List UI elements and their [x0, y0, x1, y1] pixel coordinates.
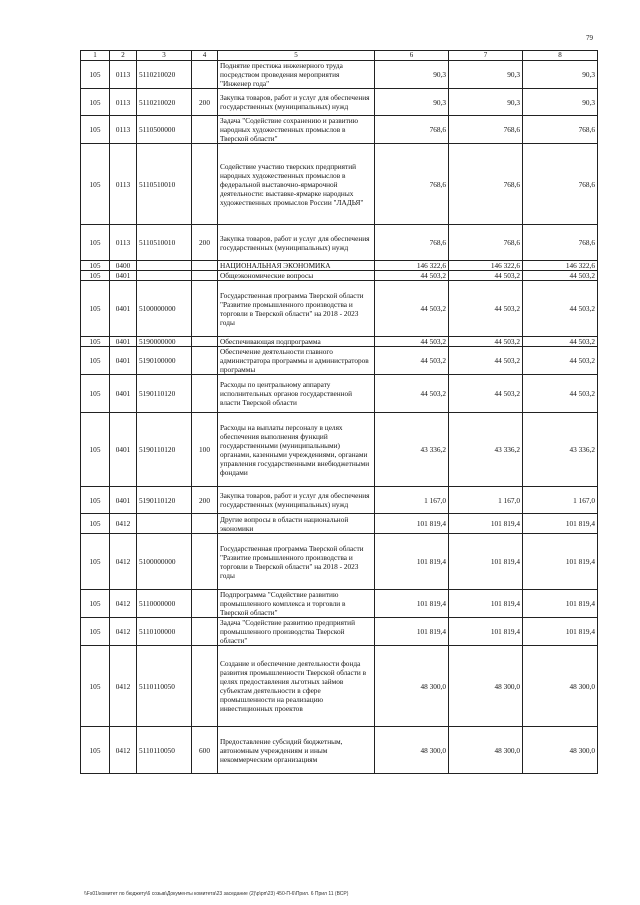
cell-c8: 101 819,4: [523, 590, 598, 618]
cell-c5: Подпрограмма "Содействие развитию промышленного комплекса и торговли в Тверской области": [218, 590, 375, 618]
cell-c5: Другие вопросы в области национальной экономики: [218, 514, 375, 534]
cell-c1: 105: [81, 281, 110, 337]
cell-c7: 146 322,6: [449, 261, 523, 271]
cell-c1: 105: [81, 347, 110, 375]
cell-c8: 44 503,2: [523, 337, 598, 347]
header-cell: 6: [375, 51, 449, 61]
cell-c7: 768,6: [449, 116, 523, 144]
table-row: [81, 514, 598, 534]
cell-c6: 768,6: [375, 225, 449, 261]
cell-c8: 768,6: [523, 116, 598, 144]
header-cell: 2: [110, 51, 137, 61]
cell-c4: [192, 590, 218, 618]
cell-c2: 0401: [110, 347, 137, 375]
cell-c2: 0401: [110, 413, 137, 487]
cell-c5: Общеэкономические вопросы: [218, 271, 375, 281]
cell-c6: 1 167,0: [375, 487, 449, 514]
cell-c2: 0400: [110, 261, 137, 271]
cell-c1: 105: [81, 727, 110, 774]
cell-c6: 48 300,0: [375, 727, 449, 774]
cell-c6: 48 300,0: [375, 646, 449, 727]
cell-c2: 0113: [110, 225, 137, 261]
cell-c6: 44 503,2: [375, 347, 449, 375]
cell-c1: 105: [81, 89, 110, 116]
table-row: [81, 375, 598, 413]
cell-c4: [192, 646, 218, 727]
cell-c3: 5110510010: [137, 144, 192, 225]
cell-c2: 0113: [110, 144, 137, 225]
cell-c2: 0412: [110, 646, 137, 727]
table-row: [81, 261, 598, 271]
cell-c8: 1 167,0: [523, 487, 598, 514]
table-row: [81, 61, 598, 89]
cell-c2: 0113: [110, 116, 137, 144]
cell-c8: 101 819,4: [523, 514, 598, 534]
cell-c2: 0401: [110, 375, 137, 413]
table-row: [81, 413, 598, 487]
cell-c4: [192, 375, 218, 413]
cell-c3: 5110500000: [137, 116, 192, 144]
cell-c8: 44 503,2: [523, 347, 598, 375]
cell-c6: 90,3: [375, 89, 449, 116]
table-row: [81, 590, 598, 618]
cell-c4: [192, 261, 218, 271]
cell-c3: 5110110050: [137, 727, 192, 774]
table-row: [81, 271, 598, 281]
cell-c3: 5190110120: [137, 487, 192, 514]
cell-c1: 105: [81, 646, 110, 727]
cell-c3: [137, 271, 192, 281]
cell-c8: 44 503,2: [523, 375, 598, 413]
cell-c2: 0412: [110, 534, 137, 590]
table-row: [81, 727, 598, 774]
cell-c5: НАЦИОНАЛЬНАЯ ЭКОНОМИКА: [218, 261, 375, 271]
table-row: [81, 144, 598, 225]
cell-c7: 768,6: [449, 144, 523, 225]
table-row: [81, 281, 598, 337]
table-row: [81, 89, 598, 116]
table-row: [81, 618, 598, 646]
cell-c6: 768,6: [375, 116, 449, 144]
cell-c1: 105: [81, 337, 110, 347]
cell-c5: Поднятие престижа инженерного труда посредством проведения мероприятия "Инженер года": [218, 61, 375, 89]
cell-c6: 101 819,4: [375, 514, 449, 534]
cell-c1: 105: [81, 534, 110, 590]
table-row: [81, 487, 598, 514]
cell-c2: 0401: [110, 337, 137, 347]
cell-c3: 5110210020: [137, 61, 192, 89]
table-row: [81, 225, 598, 261]
cell-c7: 44 503,2: [449, 281, 523, 337]
cell-c1: 105: [81, 618, 110, 646]
cell-c3: 5110000000: [137, 590, 192, 618]
cell-c4: 200: [192, 89, 218, 116]
cell-c5: Обеспечивающая подпрограмма: [218, 337, 375, 347]
cell-c7: 44 503,2: [449, 271, 523, 281]
cell-c8: 768,6: [523, 144, 598, 225]
cell-c1: 105: [81, 590, 110, 618]
cell-c3: 5110100000: [137, 618, 192, 646]
cell-c2: 0412: [110, 590, 137, 618]
cell-c6: 146 322,6: [375, 261, 449, 271]
cell-c1: 105: [81, 61, 110, 89]
cell-c7: 1 167,0: [449, 487, 523, 514]
cell-c5: Государственная программа Тверской области "Развитие промышленного производства и торговли в Тверской области" на 2018 - 2023 годы: [218, 534, 375, 590]
cell-c4: [192, 144, 218, 225]
cell-c2: 0401: [110, 487, 137, 514]
cell-c4: [192, 618, 218, 646]
cell-c1: 105: [81, 271, 110, 281]
cell-c3: [137, 261, 192, 271]
cell-c4: [192, 61, 218, 89]
cell-c1: 105: [81, 116, 110, 144]
cell-c3: 5190110120: [137, 413, 192, 487]
cell-c3: 5110110050: [137, 646, 192, 727]
cell-c7: 90,3: [449, 89, 523, 116]
cell-c5: Расходы на выплаты персоналу в целях обеспечения выполнения функций государственными (муниципальными) органами, казенными учреждениями, органами управления государственными внебюджетными фондами: [218, 413, 375, 487]
cell-c7: 101 819,4: [449, 514, 523, 534]
cell-c3: 5190000000: [137, 337, 192, 347]
cell-c4: 600: [192, 727, 218, 774]
header-cell: 7: [449, 51, 523, 61]
cell-c4: 200: [192, 225, 218, 261]
cell-c3: 5110510010: [137, 225, 192, 261]
cell-c5: Предоставление субсидий бюджетным, автономным учреждениям и иным некоммерческим организациям: [218, 727, 375, 774]
cell-c4: [192, 271, 218, 281]
cell-c1: 105: [81, 144, 110, 225]
cell-c2: 0412: [110, 727, 137, 774]
cell-c4: 200: [192, 487, 218, 514]
cell-c8: 146 322,6: [523, 261, 598, 271]
cell-c8: 44 503,2: [523, 281, 598, 337]
cell-c8: 101 819,4: [523, 534, 598, 590]
cell-c6: 44 503,2: [375, 281, 449, 337]
cell-c4: [192, 534, 218, 590]
cell-c7: 768,6: [449, 225, 523, 261]
cell-c7: 44 503,2: [449, 347, 523, 375]
cell-c7: 101 819,4: [449, 590, 523, 618]
cell-c5: Задача "Содействие сохранению и развитию народных художественных промыслов в Тверской области": [218, 116, 375, 144]
cell-c1: 105: [81, 225, 110, 261]
cell-c2: 0113: [110, 89, 137, 116]
cell-c5: Создание и обеспечение деятельности фонда развития промышленности Тверской области в целях предоставления льготных займов субъектам деятельности в сфере промышленности на реализацию инвестиционных проектов: [218, 646, 375, 727]
table-body: [81, 51, 598, 774]
cell-c1: 105: [81, 514, 110, 534]
cell-c6: 44 503,2: [375, 271, 449, 281]
header-cell: 5: [218, 51, 375, 61]
cell-c8: 101 819,4: [523, 618, 598, 646]
cell-c6: 44 503,2: [375, 337, 449, 347]
cell-c1: 105: [81, 375, 110, 413]
cell-c3: 5100000000: [137, 534, 192, 590]
cell-c1: 105: [81, 413, 110, 487]
cell-c7: 101 819,4: [449, 534, 523, 590]
table-row: [81, 116, 598, 144]
header-cell: 3: [137, 51, 192, 61]
cell-c2: 0113: [110, 61, 137, 89]
table-row: [81, 347, 598, 375]
cell-c8: 90,3: [523, 61, 598, 89]
cell-c2: 0401: [110, 281, 137, 337]
cell-c3: 5110210020: [137, 89, 192, 116]
header-row: [81, 51, 598, 61]
cell-c8: 768,6: [523, 225, 598, 261]
cell-c3: [137, 514, 192, 534]
header-cell: 4: [192, 51, 218, 61]
cell-c4: [192, 514, 218, 534]
cell-c7: 44 503,2: [449, 337, 523, 347]
cell-c8: 48 300,0: [523, 646, 598, 727]
cell-c7: 44 503,2: [449, 375, 523, 413]
cell-c1: 105: [81, 261, 110, 271]
cell-c8: 48 300,0: [523, 727, 598, 774]
cell-c7: 48 300,0: [449, 727, 523, 774]
cell-c5: Закупка товаров, работ и услуг для обеспечения государственных (муниципальных) нужд: [218, 487, 375, 514]
table-row: [81, 646, 598, 727]
cell-c3: 5190110120: [137, 375, 192, 413]
cell-c5: Обеспечение деятельности главного администратора программы и администраторов программы: [218, 347, 375, 375]
cell-c4: 100: [192, 413, 218, 487]
cell-c6: 101 819,4: [375, 618, 449, 646]
cell-c6: 101 819,4: [375, 534, 449, 590]
cell-c8: 44 503,2: [523, 271, 598, 281]
cell-c5: Содействие участию тверских предприятий народных художественных промыслов в федеральной выставочно-ярмарочной деятельности: выставке-ярмарке народных художественных промыслов России "ЛАДЬЯ": [218, 144, 375, 225]
cell-c4: [192, 337, 218, 347]
cell-c5: Закупка товаров, работ и услуг для обеспечения государственных (муниципальных) нужд: [218, 225, 375, 261]
cell-c6: 101 819,4: [375, 590, 449, 618]
cell-c4: [192, 347, 218, 375]
cell-c2: 0412: [110, 514, 137, 534]
cell-c6: 43 336,2: [375, 413, 449, 487]
cell-c6: 768,6: [375, 144, 449, 225]
page-number: 79: [586, 34, 593, 42]
cell-c6: 90,3: [375, 61, 449, 89]
header-cell: 1: [81, 51, 110, 61]
cell-c7: 90,3: [449, 61, 523, 89]
cell-c3: 5190100000: [137, 347, 192, 375]
cell-c2: 0412: [110, 618, 137, 646]
budget-table: [80, 50, 598, 774]
cell-c6: 44 503,2: [375, 375, 449, 413]
cell-c5: Расходы по центральному аппарату исполнительных органов государственной власти Тверской области: [218, 375, 375, 413]
table-row: [81, 337, 598, 347]
table-row: [81, 534, 598, 590]
cell-c5: Задача "Содействие развитию предприятий промышленного производства Тверской области": [218, 618, 375, 646]
file-path-footer: \\Fs01\комитет по бюджету\6 созыв\Документы комитета\23 заседание (2)\р\рп\23) 450-П-6\Прил. 6 Прил 11 (ВСР): [84, 891, 349, 897]
cell-c5: Закупка товаров, работ и услуг для обеспечения государственных (муниципальных) нужд: [218, 89, 375, 116]
cell-c7: 43 336,2: [449, 413, 523, 487]
cell-c1: 105: [81, 487, 110, 514]
cell-c7: 48 300,0: [449, 646, 523, 727]
cell-c8: 43 336,2: [523, 413, 598, 487]
cell-c3: 5100000000: [137, 281, 192, 337]
cell-c4: [192, 116, 218, 144]
cell-c4: [192, 281, 218, 337]
header-cell: 8: [523, 51, 598, 61]
cell-c2: 0401: [110, 271, 137, 281]
cell-c5: Государственная программа Тверской области "Развитие промышленного производства и торговли в Тверской области" на 2018 - 2023 годы: [218, 281, 375, 337]
cell-c8: 90,3: [523, 89, 598, 116]
cell-c7: 101 819,4: [449, 618, 523, 646]
